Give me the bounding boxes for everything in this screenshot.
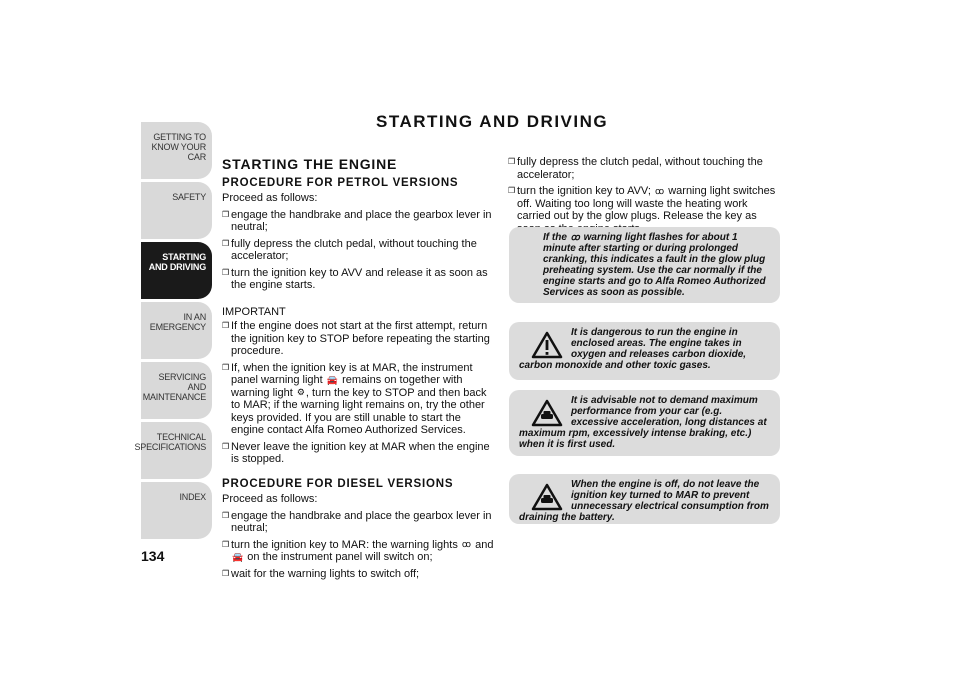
petrol-heading: PROCEDURE FOR PETROL VERSIONS: [222, 176, 459, 189]
danger-callout: It is dangerous to run the engine in enclosed areas. The engine takes in oxygen and releases carbon dioxide, carbon monoxide and other toxic gases.: [509, 322, 780, 380]
tab-technical-specs[interactable]: TECHNICAL SPECIFICATIONS: [141, 422, 212, 479]
section-heading: STARTING THE ENGINE: [222, 156, 398, 172]
list-item: ❒ If the engine does not start at the first attempt, return the ignition key to STOP before repeating the starting procedure.: [222, 320, 494, 358]
left-column: [222, 158, 494, 584]
list-item: ❒ turn the ignition key to MAR: the warning lights ꝏ and 🚘 on the instrument panel will switch on;: [222, 539, 494, 564]
glow-plug-icon: ꝏ: [570, 231, 580, 242]
glow-plug-icon: ꝏ: [654, 185, 665, 196]
list-item: ❒ If, when the ignition key is at MAR, the instrument panel warning light 🚘 remains on together with warning light ⚙, turn the key to STOP and then back to MAR; if the warning light remains on, try the other keys provided. If you are still unable to start the engine contact Alfa Romeo Authorized Services.: [222, 362, 494, 437]
page-number: 134: [141, 548, 165, 564]
car-warning-icon: [531, 399, 563, 427]
important-list: [222, 320, 494, 466]
list-item: ❒ turn the ignition key to AVV and release it as soon as the engine starts.: [222, 267, 494, 292]
list-item: ❒ fully depress the clutch pedal, without touching the accelerator;: [508, 156, 780, 181]
important-label: IMPORTANT: [222, 305, 286, 318]
tab-servicing[interactable]: SERVICING AND MAINTENANCE: [141, 362, 212, 419]
list-item: ❒ engage the handbrake and place the gearbox lever in neutral;: [222, 209, 494, 234]
list-item: ❒ engage the handbrake and place the gearbox lever in neutral;: [222, 510, 494, 535]
petrol-steps: [222, 209, 494, 292]
immobilizer-icon: 🚘: [326, 374, 339, 385]
car-warning-icon: [531, 483, 563, 511]
tab-in-an-emergency[interactable]: IN AN EMERGENCY: [141, 302, 212, 359]
chapter-sidebar: [134, 122, 212, 542]
glow-plug-callout: If the ꝏ warning light flashes for about 1 minute after starting or during prolonged cranking, this indicates a fault in the glow plug preheating system. Use the car normally if the engine starts and go to Alfa Romeo Authorized Services as soon as possible.: [509, 227, 780, 303]
diesel-heading: PROCEDURE FOR DIESEL VERSIONS: [222, 477, 454, 490]
list-item: ❒ wait for the warning lights to switch off;: [222, 568, 494, 581]
immobilizer-icon: 🚘: [232, 551, 244, 562]
diesel-steps: [222, 510, 494, 581]
tab-index[interactable]: INDEX: [141, 482, 212, 539]
performance-callout: It is advisable not to demand maximum performance from your car (e.g. excessive acceleration, long distances at maximum rpm, excessively intense braking, etc.) when it is first used.: [509, 390, 780, 456]
glow-plug-icon: ꝏ: [461, 539, 472, 550]
key-off-callout: When the engine is off, do not leave the ignition key turned to MAR to prevent unnecessary electrical consumption from draining the battery.: [509, 474, 780, 524]
list-item: ❒ Never leave the ignition key at MAR when the engine is stopped.: [222, 441, 494, 466]
page-title: STARTING AND DRIVING: [376, 112, 609, 131]
diesel-steps-continued: [508, 156, 780, 235]
tab-starting-and-driving[interactable]: STARTING AND DRIVING: [141, 242, 212, 299]
tab-getting-to-know[interactable]: GETTING TO KNOW YOUR CAR: [141, 122, 212, 179]
diesel-intro: Proceed as follows:: [222, 493, 318, 505]
warning-triangle-icon: [531, 331, 563, 359]
list-item: ❒ fully depress the clutch pedal, without touching the accelerator;: [222, 238, 494, 263]
list-item: ❒ turn the ignition key to AVV; ꝏ warning light switches off. Waiting too long will waste the heating work carried out by the glow plugs. Release the key as: [508, 185, 780, 235]
petrol-intro: Proceed as follows:: [222, 192, 318, 204]
tab-safety[interactable]: SAFETY: [141, 182, 212, 239]
engine-check-icon: ⚙: [296, 387, 305, 398]
